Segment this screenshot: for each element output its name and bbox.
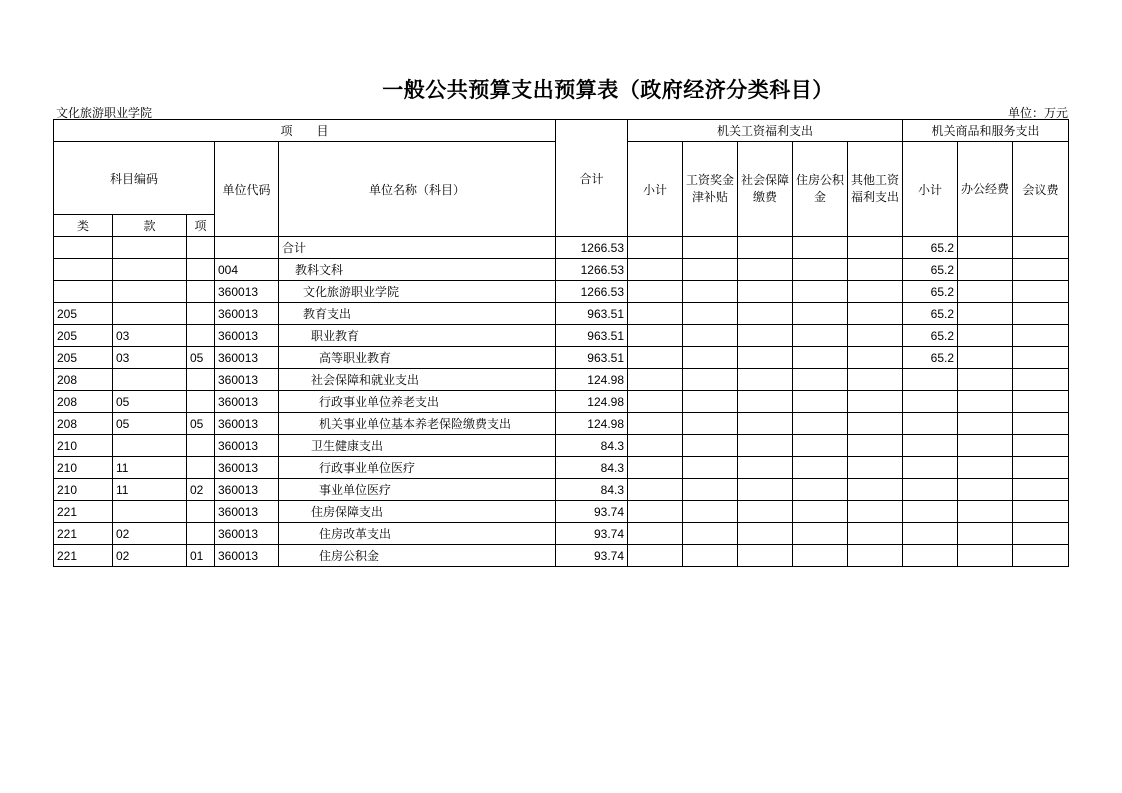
cell-unit-name: 高等职业教育 <box>279 347 556 369</box>
header-g2-subtotal: 小计 <box>903 142 958 237</box>
cell-kuan: 11 <box>113 479 187 501</box>
cell-g2-office <box>958 237 1013 259</box>
header-lei: 类 <box>54 215 113 237</box>
cell-kuan <box>113 435 187 457</box>
cell-g1-wages <box>683 259 738 281</box>
cell-unit-code: 360013 <box>215 545 279 567</box>
cell-g2-office <box>958 369 1013 391</box>
cell-g2-office <box>958 479 1013 501</box>
cell-total: 963.51 <box>556 347 628 369</box>
header-g1-other: 其他工资福利支出 <box>848 142 903 237</box>
cell-unit-name: 文化旅游职业学院 <box>279 281 556 303</box>
cell-g1-subtotal <box>628 479 683 501</box>
cell-g2-office <box>958 303 1013 325</box>
cell-g2-subtotal <box>903 479 958 501</box>
cell-g2-meeting <box>1013 435 1069 457</box>
cell-g1-other <box>848 501 903 523</box>
cell-g1-social <box>738 303 793 325</box>
cell-lei: 221 <box>54 523 113 545</box>
cell-g1-other <box>848 391 903 413</box>
cell-kuan <box>113 237 187 259</box>
cell-g1-wages <box>683 479 738 501</box>
cell-g2-office <box>958 545 1013 567</box>
cell-g1-social <box>738 281 793 303</box>
cell-lei: 210 <box>54 457 113 479</box>
cell-xiang <box>187 259 215 281</box>
cell-total: 93.74 <box>556 523 628 545</box>
cell-unit-name: 行政事业单位养老支出 <box>279 391 556 413</box>
cell-g2-subtotal <box>903 457 958 479</box>
cell-unit-name: 住房改革支出 <box>279 523 556 545</box>
cell-g1-social <box>738 391 793 413</box>
cell-total: 124.98 <box>556 391 628 413</box>
cell-unit-code: 360013 <box>215 457 279 479</box>
cell-g1-wages <box>683 413 738 435</box>
table-row <box>54 325 1069 347</box>
table-row <box>54 545 1069 567</box>
cell-g1-housing <box>793 435 848 457</box>
cell-xiang <box>187 391 215 413</box>
table-row <box>54 369 1069 391</box>
cell-g2-meeting <box>1013 545 1069 567</box>
cell-g1-subtotal <box>628 391 683 413</box>
cell-g1-subtotal <box>628 501 683 523</box>
cell-g1-subtotal <box>628 303 683 325</box>
cell-kuan: 03 <box>113 325 187 347</box>
table-row <box>54 413 1069 435</box>
cell-lei <box>54 281 113 303</box>
table-row <box>54 457 1069 479</box>
cell-g1-social <box>738 457 793 479</box>
cell-unit-code: 360013 <box>215 281 279 303</box>
cell-total: 1266.53 <box>556 237 628 259</box>
cell-g1-other <box>848 523 903 545</box>
cell-g2-meeting <box>1013 259 1069 281</box>
cell-g2-office <box>958 413 1013 435</box>
cell-kuan <box>113 281 187 303</box>
cell-xiang <box>187 501 215 523</box>
cell-lei: 208 <box>54 369 113 391</box>
cell-lei: 208 <box>54 391 113 413</box>
cell-g1-subtotal <box>628 347 683 369</box>
cell-g2-meeting <box>1013 369 1069 391</box>
header-g1-social: 社会保障缴费 <box>738 142 793 237</box>
header-unit-code: 单位代码 <box>215 142 279 237</box>
cell-lei: 208 <box>54 413 113 435</box>
cell-total: 84.3 <box>556 457 628 479</box>
table-row <box>54 303 1069 325</box>
cell-total: 84.3 <box>556 479 628 501</box>
cell-kuan: 02 <box>113 545 187 567</box>
cell-g1-other <box>848 347 903 369</box>
cell-unit-code: 360013 <box>215 413 279 435</box>
cell-total: 963.51 <box>556 303 628 325</box>
header-total: 合计 <box>556 120 628 237</box>
cell-g2-subtotal <box>903 391 958 413</box>
cell-g1-subtotal <box>628 413 683 435</box>
cell-unit-code: 360013 <box>215 369 279 391</box>
header-g2-office: 办公经费 <box>958 142 1013 237</box>
cell-g1-social <box>738 435 793 457</box>
cell-unit-code: 360013 <box>215 347 279 369</box>
cell-g1-housing <box>793 457 848 479</box>
cell-g1-social <box>738 413 793 435</box>
cell-xiang <box>187 281 215 303</box>
cell-g2-meeting <box>1013 237 1069 259</box>
header-group-wages: 机关工资福利支出 <box>628 120 903 142</box>
header-unit-name: 单位名称（科目） <box>279 142 556 237</box>
cell-g1-other <box>848 281 903 303</box>
cell-total: 1266.53 <box>556 259 628 281</box>
header-g1-subtotal: 小计 <box>628 142 683 237</box>
page-title: 一般公共预算支出预算表（政府经济分类科目） <box>382 78 834 102</box>
header-project: 项 目 <box>54 120 556 142</box>
header-g2-meeting: 会议费 <box>1013 142 1069 237</box>
cell-unit-name: 职业教育 <box>279 325 556 347</box>
cell-unit-name: 住房保障支出 <box>279 501 556 523</box>
cell-unit-code: 360013 <box>215 501 279 523</box>
cell-g1-social <box>738 369 793 391</box>
cell-g1-wages <box>683 369 738 391</box>
cell-unit-name: 事业单位医疗 <box>279 479 556 501</box>
header-g1-wages: 工资奖金津补贴 <box>683 142 738 237</box>
cell-unit-code: 360013 <box>215 325 279 347</box>
cell-g2-subtotal <box>903 501 958 523</box>
cell-g1-housing <box>793 347 848 369</box>
cell-g2-subtotal: 65.2 <box>903 281 958 303</box>
table-row <box>54 479 1069 501</box>
cell-g2-subtotal <box>903 435 958 457</box>
cell-xiang: 05 <box>187 347 215 369</box>
cell-g2-office <box>958 501 1013 523</box>
cell-total: 124.98 <box>556 369 628 391</box>
cell-g1-housing <box>793 391 848 413</box>
cell-g1-wages <box>683 545 738 567</box>
cell-g2-meeting <box>1013 391 1069 413</box>
cell-total: 84.3 <box>556 435 628 457</box>
header-g1-housing: 住房公积金 <box>793 142 848 237</box>
cell-g2-subtotal: 65.2 <box>903 237 958 259</box>
cell-g1-housing <box>793 281 848 303</box>
cell-g1-other <box>848 369 903 391</box>
cell-lei: 221 <box>54 501 113 523</box>
cell-g1-other <box>848 479 903 501</box>
cell-g1-housing <box>793 501 848 523</box>
cell-g2-subtotal: 65.2 <box>903 347 958 369</box>
cell-g1-wages <box>683 391 738 413</box>
cell-lei: 210 <box>54 435 113 457</box>
cell-g1-social <box>738 259 793 281</box>
cell-g1-wages <box>683 303 738 325</box>
cell-unit-name: 合计 <box>279 237 556 259</box>
cell-unit-code <box>215 237 279 259</box>
cell-kuan <box>113 369 187 391</box>
cell-g1-social <box>738 347 793 369</box>
cell-unit-name: 教科文科 <box>279 259 556 281</box>
cell-g2-office <box>958 435 1013 457</box>
cell-g2-meeting <box>1013 501 1069 523</box>
cell-g1-subtotal <box>628 281 683 303</box>
cell-g2-subtotal <box>903 369 958 391</box>
cell-g1-social <box>738 501 793 523</box>
cell-xiang <box>187 457 215 479</box>
cell-g2-subtotal: 65.2 <box>903 325 958 347</box>
cell-xiang: 02 <box>187 479 215 501</box>
cell-kuan <box>113 303 187 325</box>
cell-total: 93.74 <box>556 501 628 523</box>
cell-g1-subtotal <box>628 369 683 391</box>
cell-g1-subtotal <box>628 545 683 567</box>
cell-g2-office <box>958 457 1013 479</box>
cell-kuan: 05 <box>113 391 187 413</box>
cell-g2-office <box>958 281 1013 303</box>
cell-g1-other <box>848 435 903 457</box>
cell-g2-office <box>958 259 1013 281</box>
cell-g1-other <box>848 303 903 325</box>
budget-table <box>53 119 1069 567</box>
cell-g1-housing <box>793 479 848 501</box>
cell-unit-code: 360013 <box>215 479 279 501</box>
cell-unit-name: 教育支出 <box>279 303 556 325</box>
cell-g2-subtotal: 65.2 <box>903 259 958 281</box>
cell-g1-wages <box>683 237 738 259</box>
header-group-goods: 机关商品和服务支出 <box>903 120 1069 142</box>
table-row <box>54 501 1069 523</box>
cell-xiang <box>187 369 215 391</box>
cell-g1-other <box>848 237 903 259</box>
cell-g1-wages <box>683 435 738 457</box>
cell-g1-social <box>738 479 793 501</box>
cell-g2-subtotal <box>903 545 958 567</box>
cell-g1-housing <box>793 259 848 281</box>
cell-unit-name: 社会保障和就业支出 <box>279 369 556 391</box>
cell-g2-office <box>958 391 1013 413</box>
cell-g1-housing <box>793 413 848 435</box>
cell-xiang <box>187 237 215 259</box>
cell-g1-subtotal <box>628 435 683 457</box>
cell-lei: 205 <box>54 303 113 325</box>
cell-g1-wages <box>683 281 738 303</box>
cell-xiang: 01 <box>187 545 215 567</box>
cell-g1-housing <box>793 523 848 545</box>
table-row <box>54 281 1069 303</box>
cell-total: 124.98 <box>556 413 628 435</box>
cell-g2-meeting <box>1013 413 1069 435</box>
cell-unit-name: 行政事业单位医疗 <box>279 457 556 479</box>
header-subject-code: 科目编码 <box>54 142 215 215</box>
cell-xiang <box>187 303 215 325</box>
cell-g1-other <box>848 457 903 479</box>
cell-lei: 221 <box>54 545 113 567</box>
cell-g2-meeting <box>1013 281 1069 303</box>
cell-g2-meeting <box>1013 347 1069 369</box>
cell-lei: 205 <box>54 325 113 347</box>
cell-total: 93.74 <box>556 545 628 567</box>
table-row <box>54 237 1069 259</box>
cell-g2-office <box>958 325 1013 347</box>
table-row <box>54 347 1069 369</box>
cell-g1-wages <box>683 501 738 523</box>
cell-unit-code: 360013 <box>215 391 279 413</box>
cell-g2-subtotal: 65.2 <box>903 303 958 325</box>
cell-lei <box>54 259 113 281</box>
cell-g1-social <box>738 237 793 259</box>
cell-xiang <box>187 523 215 545</box>
cell-g1-housing <box>793 545 848 567</box>
cell-g1-other <box>848 325 903 347</box>
header-kuan: 款 <box>113 215 187 237</box>
unit-label: 单位：万元 <box>1007 106 1068 120</box>
cell-unit-code: 360013 <box>215 303 279 325</box>
cell-kuan: 11 <box>113 457 187 479</box>
cell-g1-housing <box>793 303 848 325</box>
cell-kuan: 02 <box>113 523 187 545</box>
cell-g1-other <box>848 259 903 281</box>
cell-g1-wages <box>683 325 738 347</box>
cell-g2-subtotal <box>903 413 958 435</box>
cell-g1-housing <box>793 369 848 391</box>
cell-g2-meeting <box>1013 303 1069 325</box>
cell-lei <box>54 237 113 259</box>
table-row <box>54 523 1069 545</box>
table-row <box>54 391 1069 413</box>
cell-unit-name: 住房公积金 <box>279 545 556 567</box>
cell-xiang: 05 <box>187 413 215 435</box>
cell-g1-subtotal <box>628 523 683 545</box>
cell-lei: 210 <box>54 479 113 501</box>
header-row-1 <box>54 120 1069 142</box>
header-xiang: 项 <box>187 215 215 237</box>
cell-g1-social <box>738 325 793 347</box>
table-row <box>54 435 1069 457</box>
cell-g1-other <box>848 413 903 435</box>
cell-g2-office <box>958 347 1013 369</box>
cell-g1-social <box>738 523 793 545</box>
cell-g1-housing <box>793 325 848 347</box>
cell-g1-housing <box>793 237 848 259</box>
cell-unit-code: 360013 <box>215 523 279 545</box>
cell-g1-other <box>848 545 903 567</box>
organization-name: 文化旅游职业学院 <box>56 106 153 120</box>
cell-unit-code: 004 <box>215 259 279 281</box>
cell-xiang <box>187 435 215 457</box>
cell-g2-meeting <box>1013 325 1069 347</box>
table-row <box>54 259 1069 281</box>
cell-g2-meeting <box>1013 457 1069 479</box>
cell-kuan: 03 <box>113 347 187 369</box>
cell-lei: 205 <box>54 347 113 369</box>
cell-g2-meeting <box>1013 479 1069 501</box>
cell-g1-wages <box>683 523 738 545</box>
cell-g1-subtotal <box>628 259 683 281</box>
cell-kuan: 05 <box>113 413 187 435</box>
cell-g2-subtotal <box>903 523 958 545</box>
cell-unit-name: 卫生健康支出 <box>279 435 556 457</box>
cell-g1-social <box>738 545 793 567</box>
cell-xiang <box>187 325 215 347</box>
cell-total: 963.51 <box>556 325 628 347</box>
cell-g1-subtotal <box>628 237 683 259</box>
cell-g2-office <box>958 523 1013 545</box>
cell-g1-subtotal <box>628 457 683 479</box>
cell-total: 1266.53 <box>556 281 628 303</box>
cell-unit-code: 360013 <box>215 435 279 457</box>
cell-g2-meeting <box>1013 523 1069 545</box>
cell-g1-subtotal <box>628 325 683 347</box>
cell-kuan <box>113 501 187 523</box>
cell-kuan <box>113 259 187 281</box>
cell-g1-wages <box>683 457 738 479</box>
cell-g1-wages <box>683 347 738 369</box>
cell-unit-name: 机关事业单位基本养老保险缴费支出 <box>279 413 556 435</box>
